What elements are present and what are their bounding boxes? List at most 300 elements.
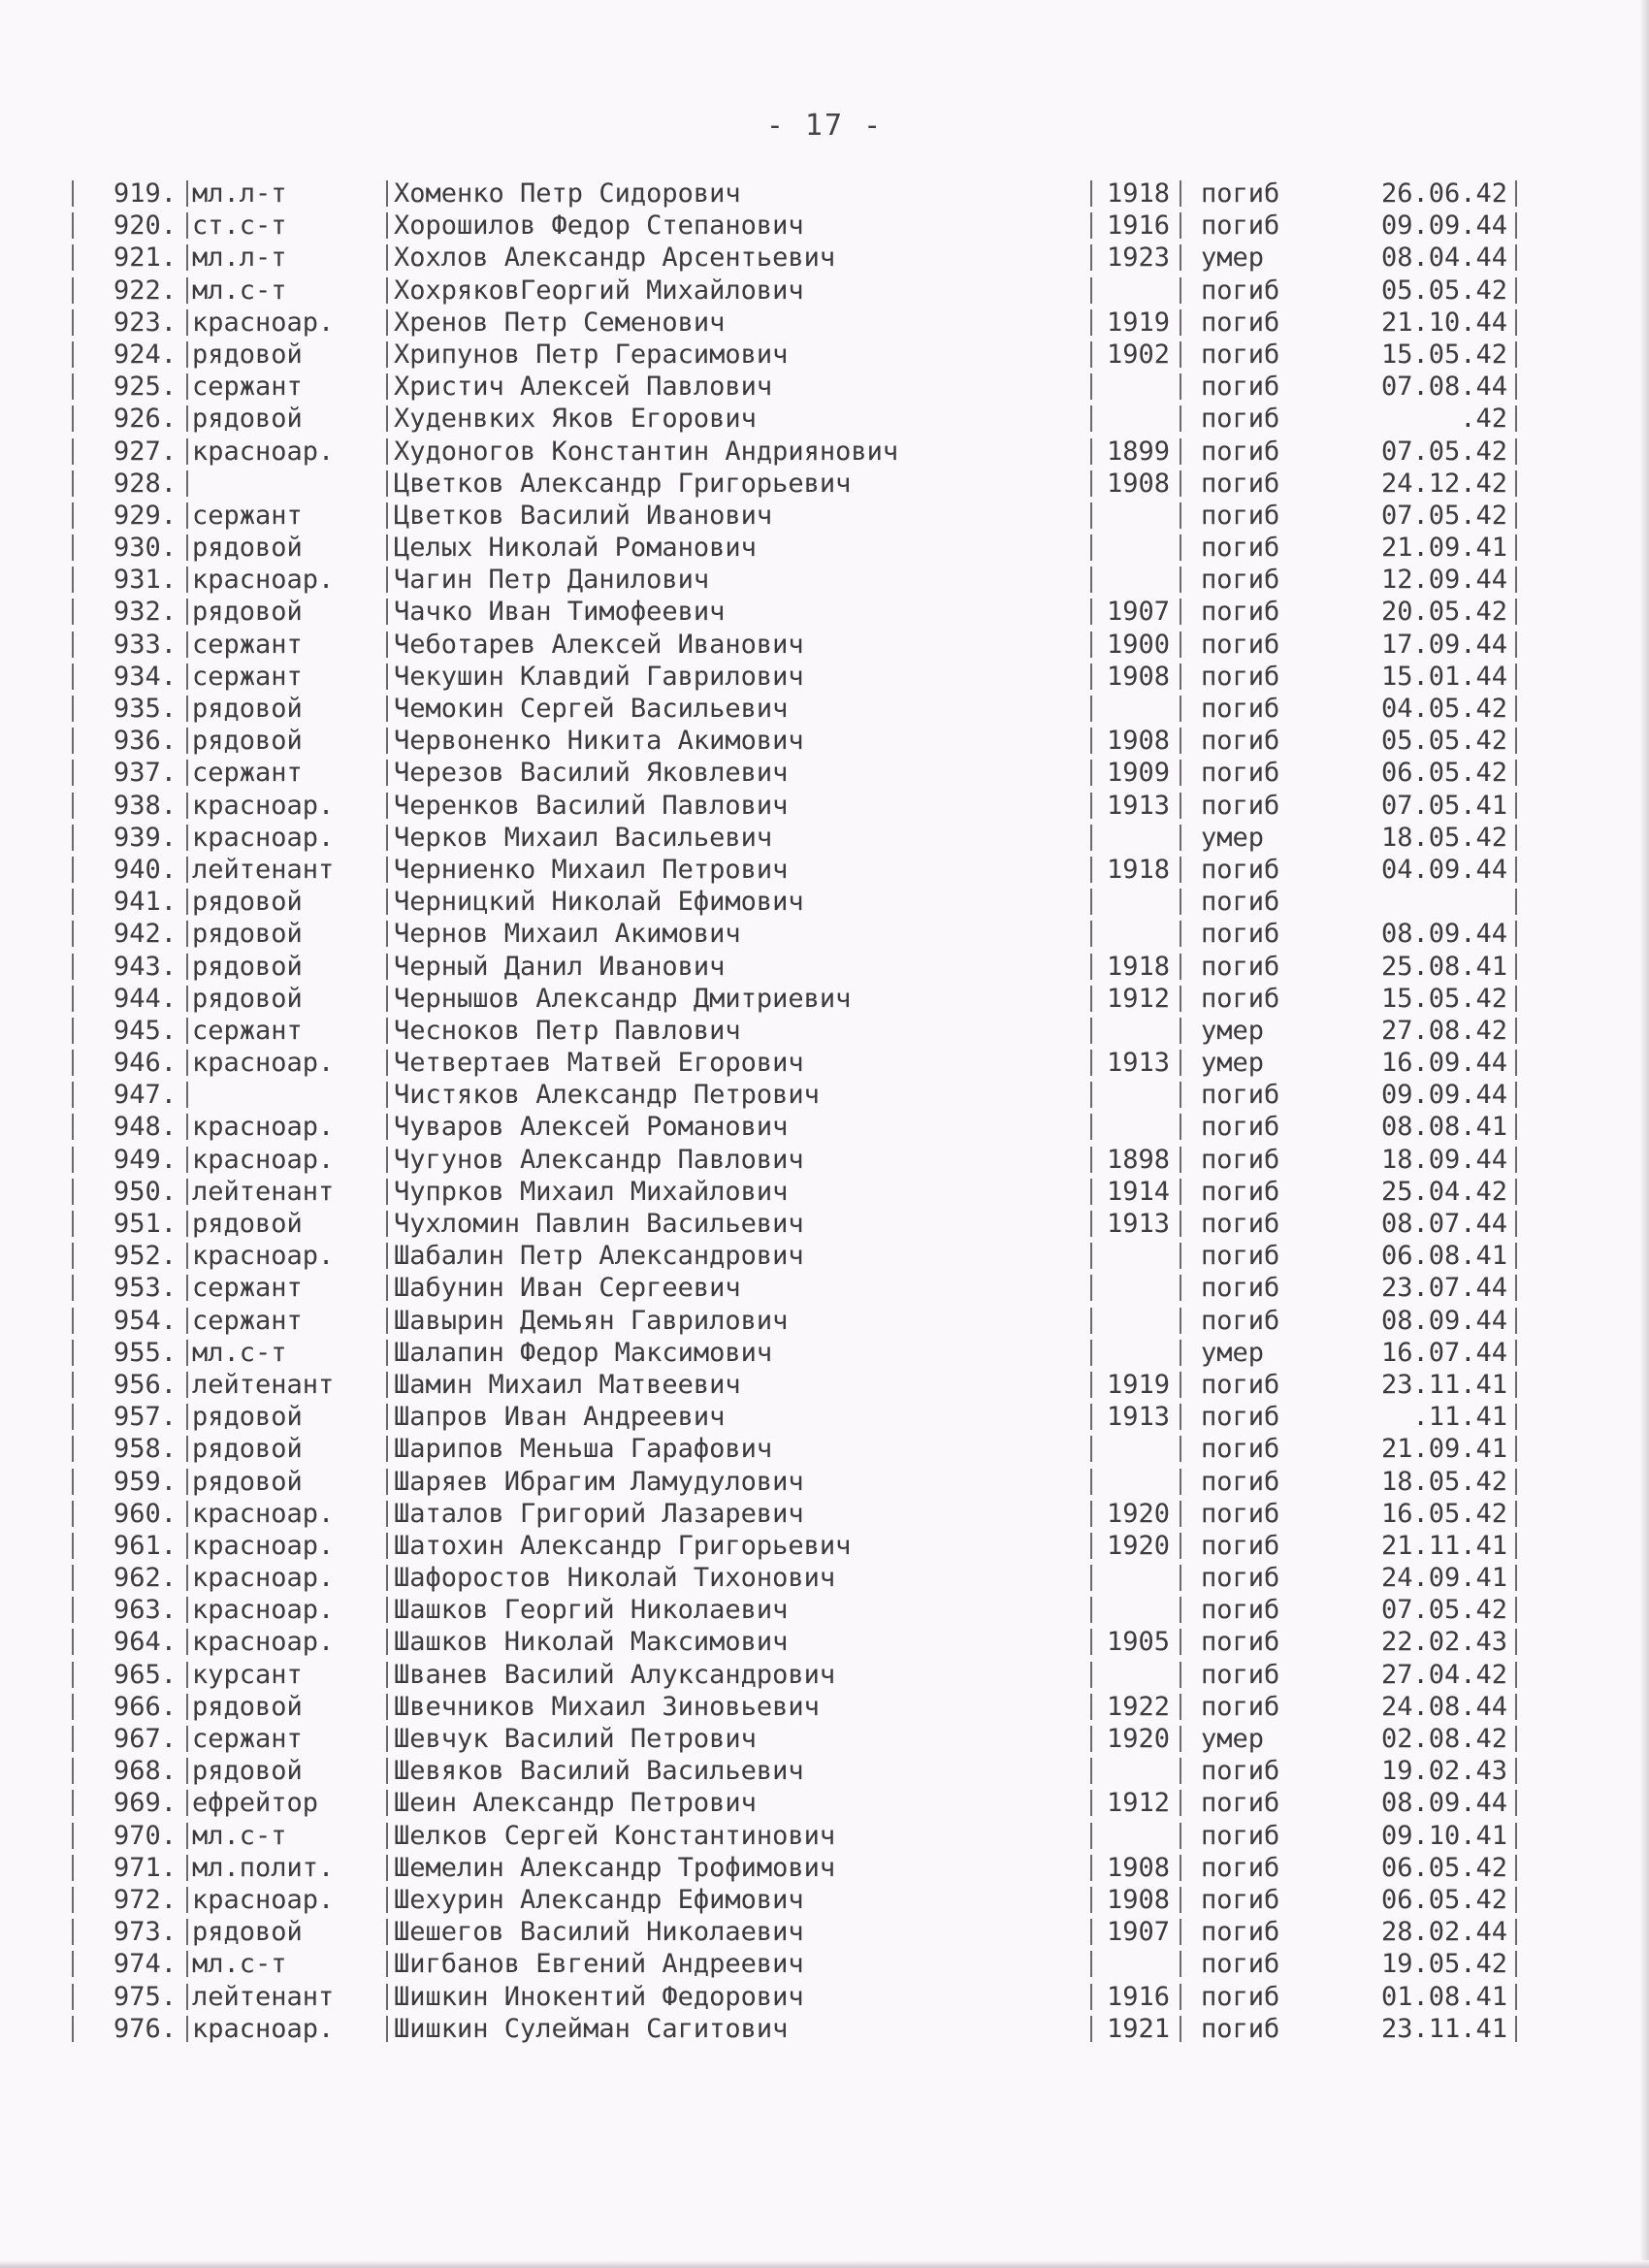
- column-separator: [1180, 1469, 1181, 1495]
- list-row: [68, 1691, 1533, 1723]
- row-number: 943.: [113, 951, 177, 982]
- row-name: Шигбанов Евгений Андреевич: [394, 1949, 804, 1980]
- column-separator: [1515, 1855, 1517, 1881]
- row-number: 923.: [113, 307, 177, 338]
- column-separator: [1515, 1629, 1517, 1655]
- row-date: 27.08.42: [1380, 1015, 1507, 1046]
- row-rank: красноар.: [192, 565, 335, 596]
- list-row: [68, 1981, 1533, 2013]
- row-rank: рядовой: [192, 1434, 303, 1465]
- column-separator: [1515, 1694, 1517, 1720]
- list-row: [68, 1659, 1533, 1691]
- row-name: Худоногов Константин Андриянович: [394, 436, 899, 467]
- row-status: погиб: [1201, 339, 1280, 370]
- row-date: 12.09.44: [1380, 565, 1507, 596]
- column-separator: [1515, 1082, 1517, 1108]
- row-number: 962.: [113, 1563, 177, 1594]
- column-separator: [1180, 696, 1181, 722]
- row-date: 21.11.41: [1380, 1530, 1507, 1561]
- column-separator: [186, 1855, 188, 1881]
- list-row: [68, 1562, 1533, 1594]
- column-separator: [186, 921, 188, 947]
- row-rank: красноар.: [192, 1241, 335, 1272]
- row-name: Шатохин Александр Григорьевич: [394, 1530, 852, 1561]
- column-separator: [1180, 921, 1181, 947]
- row-name: Чачко Иван Тимофеевич: [394, 597, 726, 628]
- row-number: 938.: [113, 790, 177, 821]
- row-status: погиб: [1201, 1530, 1280, 1561]
- column-separator: [186, 1404, 188, 1430]
- column-separator: [1180, 793, 1181, 819]
- row-date: 17.09.44: [1380, 629, 1507, 660]
- row-birth-year: 1916: [1106, 1981, 1170, 2012]
- row-name: Худенвких Яков Егорович: [394, 404, 757, 435]
- list-row: [68, 918, 1533, 950]
- row-status: погиб: [1201, 1080, 1280, 1111]
- row-number: 929.: [113, 500, 177, 531]
- column-separator: [186, 470, 188, 497]
- row-rank: мл.с-т: [192, 1820, 287, 1851]
- row-name: Шеин Александр Петрович: [394, 1788, 757, 1819]
- row-birth-year: 1909: [1106, 758, 1170, 789]
- row-number: 970.: [113, 1820, 177, 1851]
- row-name: Чупрков Михаил Михайлович: [394, 1176, 789, 1207]
- column-separator: [186, 696, 188, 722]
- column-separator: [1180, 567, 1181, 593]
- column-separator: [186, 1629, 188, 1655]
- row-status: погиб: [1201, 1273, 1280, 1304]
- column-separator: [1515, 502, 1517, 529]
- row-status: погиб: [1201, 854, 1280, 885]
- column-separator: [186, 180, 188, 207]
- column-separator: [1180, 1243, 1181, 1269]
- row-number: 927.: [113, 436, 177, 467]
- column-separator: [1515, 212, 1517, 239]
- row-rank: рядовой: [192, 951, 303, 982]
- row-date: 06.05.42: [1380, 758, 1507, 789]
- page-number: - 17 -: [765, 109, 884, 143]
- row-number: 930.: [113, 533, 177, 564]
- row-number: 967.: [113, 1724, 177, 1754]
- column-separator: [1515, 1050, 1517, 1076]
- row-rank: рядовой: [192, 533, 303, 564]
- row-rank: рядовой: [192, 694, 303, 724]
- row-birth-year: 1913: [1106, 1402, 1170, 1433]
- list-row: [68, 790, 1533, 822]
- row-birth-year: 1908: [1106, 468, 1170, 499]
- row-date: 15.05.42: [1380, 983, 1507, 1014]
- row-status: погиб: [1201, 1112, 1280, 1143]
- list-row: [68, 1305, 1533, 1337]
- row-name: Шабалин Петр Александрович: [394, 1241, 804, 1272]
- row-name: Шешегов Василий Николаевич: [394, 1917, 804, 1948]
- row-status: погиб: [1201, 500, 1280, 531]
- row-number: 936.: [113, 726, 177, 757]
- row-name: Шехурин Александр Ефимович: [394, 1884, 804, 1915]
- column-separator: [1180, 309, 1181, 336]
- row-rank: рядовой: [192, 1756, 303, 1787]
- row-date: .11.41: [1412, 1402, 1507, 1433]
- column-separator: [1515, 632, 1517, 658]
- row-rank: красноар.: [192, 1563, 335, 1594]
- row-rank: лейтенант: [192, 1369, 335, 1400]
- row-status: погиб: [1201, 1627, 1280, 1658]
- row-rank: красноар.: [192, 1627, 335, 1658]
- row-date: 23.11.41: [1380, 1369, 1507, 1400]
- list-row: [68, 1723, 1533, 1755]
- column-separator: [1515, 1662, 1517, 1688]
- column-separator: [1180, 470, 1181, 497]
- column-separator: [1515, 309, 1517, 336]
- column-separator: [1515, 1469, 1517, 1495]
- list-row: [68, 1369, 1533, 1401]
- column-separator: [186, 405, 188, 432]
- column-separator: [1515, 986, 1517, 1012]
- column-separator: [1180, 1114, 1181, 1140]
- row-status: погиб: [1201, 533, 1280, 564]
- row-status: погиб: [1201, 1756, 1280, 1787]
- column-separator: [1515, 728, 1517, 754]
- row-rank: красноар.: [192, 822, 335, 853]
- row-date: 24.12.42: [1380, 468, 1507, 499]
- row-status: погиб: [1201, 1852, 1280, 1883]
- list-row: [68, 596, 1533, 628]
- column-separator: [1180, 1050, 1181, 1076]
- row-number: 950.: [113, 1176, 177, 1207]
- column-separator: [186, 825, 188, 851]
- row-number: 945.: [113, 1015, 177, 1046]
- row-status: погиб: [1201, 1949, 1280, 1980]
- row-number: 961.: [113, 1530, 177, 1561]
- row-date: 08.09.44: [1380, 919, 1507, 950]
- row-rank: красноар.: [192, 790, 335, 821]
- row-rank: красноар.: [192, 1112, 335, 1143]
- row-name: Шаталов Григорий Лазаревич: [394, 1498, 804, 1529]
- row-name: Шамин Михаил Матвеевич: [394, 1369, 741, 1400]
- column-separator: [186, 1887, 188, 1913]
- row-date: 08.09.44: [1380, 1788, 1507, 1819]
- column-separator: [1515, 1887, 1517, 1913]
- row-date: 18.09.44: [1380, 1144, 1507, 1175]
- column-separator: [186, 1533, 188, 1559]
- row-number: 922.: [113, 275, 177, 306]
- column-separator: [186, 1951, 188, 1977]
- column-separator: [1180, 1308, 1181, 1334]
- row-number: 935.: [113, 694, 177, 724]
- row-number: 963.: [113, 1595, 177, 1626]
- row-rank: лейтенант: [192, 1981, 335, 2012]
- row-rank: красноар.: [192, 1884, 335, 1915]
- row-status: умер: [1201, 1048, 1265, 1079]
- row-status: умер: [1201, 1337, 1265, 1368]
- row-birth-year: 1918: [1106, 854, 1170, 885]
- row-rank: сержант: [192, 372, 303, 403]
- column-separator: [1180, 1790, 1181, 1816]
- list-row: [68, 951, 1533, 983]
- row-rank: курсант: [192, 1659, 303, 1690]
- row-status: погиб: [1201, 694, 1280, 724]
- row-status: погиб: [1201, 1563, 1280, 1594]
- casualty-list: [68, 178, 1533, 2045]
- column-separator: [1515, 1372, 1517, 1398]
- column-separator: [186, 1597, 188, 1623]
- row-date: 06.05.42: [1380, 1852, 1507, 1883]
- column-separator: [1180, 1533, 1181, 1559]
- row-number: 953.: [113, 1273, 177, 1304]
- column-separator: [1515, 244, 1517, 271]
- list-row: [68, 1272, 1533, 1304]
- row-number: 973.: [113, 1917, 177, 1948]
- column-separator: [1515, 760, 1517, 786]
- column-separator: [186, 1694, 188, 1720]
- row-status: погиб: [1201, 565, 1280, 596]
- row-name: Христич Алексей Павлович: [394, 372, 773, 403]
- row-date: 07.05.42: [1380, 1595, 1507, 1626]
- column-separator: [186, 1211, 188, 1237]
- row-name: Шашков Николай Максимович: [394, 1627, 789, 1658]
- row-status: умер: [1201, 1015, 1265, 1046]
- column-separator: [1515, 664, 1517, 690]
- list-row: [68, 1916, 1533, 1948]
- list-row: [68, 1498, 1533, 1530]
- row-name: Чугунов Александр Павлович: [394, 1144, 804, 1175]
- row-birth-year: 1907: [1106, 1917, 1170, 1948]
- column-separator: [186, 1790, 188, 1816]
- row-birth-year: 1913: [1106, 1209, 1170, 1239]
- list-row: [68, 854, 1533, 886]
- list-row: [68, 725, 1533, 757]
- column-separator: [1515, 1211, 1517, 1237]
- list-row: [68, 1015, 1533, 1047]
- row-date: 20.05.42: [1380, 597, 1507, 628]
- column-separator: [186, 1243, 188, 1269]
- row-rank: сержант: [192, 1724, 303, 1754]
- row-rank: красноар.: [192, 1498, 335, 1529]
- row-number: 976.: [113, 2013, 177, 2044]
- column-separator: [186, 599, 188, 625]
- column-separator: [1180, 1662, 1181, 1688]
- list-row: [68, 532, 1533, 564]
- column-separator: [1180, 535, 1181, 561]
- row-name: Шишкин Сулейман Сагитович: [394, 2013, 789, 2044]
- column-separator: [186, 954, 188, 980]
- row-rank: рядовой: [192, 1402, 303, 1433]
- row-number: 937.: [113, 758, 177, 789]
- row-rank: рядовой: [192, 1917, 303, 1948]
- row-number: 958.: [113, 1434, 177, 1465]
- row-date: 18.05.42: [1380, 822, 1507, 853]
- column-separator: [186, 1340, 188, 1366]
- list-row: [68, 564, 1533, 596]
- column-separator: [1515, 2016, 1517, 2042]
- column-separator: [1180, 2016, 1181, 2042]
- list-row: [68, 1144, 1533, 1176]
- row-name: Хоменко Петр Сидорович: [394, 178, 741, 209]
- row-status: погиб: [1201, 178, 1280, 209]
- column-separator: [1515, 1984, 1517, 2010]
- column-separator: [1180, 1404, 1181, 1430]
- column-separator: [1180, 1501, 1181, 1527]
- list-row: [68, 1176, 1533, 1208]
- column-separator: [186, 244, 188, 271]
- row-rank: сержант: [192, 629, 303, 660]
- row-status: погиб: [1201, 1466, 1280, 1497]
- row-number: 951.: [113, 1209, 177, 1239]
- row-rank: лейтенант: [192, 1176, 335, 1207]
- row-birth-year: 1912: [1106, 983, 1170, 1014]
- row-number: 942.: [113, 919, 177, 950]
- list-row: [68, 1401, 1533, 1433]
- row-date: 25.04.42: [1380, 1176, 1507, 1207]
- column-separator: [1515, 1790, 1517, 1816]
- row-number: 964.: [113, 1627, 177, 1658]
- row-date: 07.05.41: [1380, 790, 1507, 821]
- row-rank: сержант: [192, 1273, 303, 1304]
- row-date: 24.08.44: [1380, 1691, 1507, 1722]
- column-separator: [1180, 1629, 1181, 1655]
- list-row: [68, 1337, 1533, 1369]
- row-name: Хохлов Александр Арсентьевич: [394, 243, 836, 274]
- column-separator: [1515, 1758, 1517, 1784]
- column-separator: [186, 212, 188, 239]
- row-name: ХохряковГеоргий Михайлович: [394, 275, 804, 306]
- column-separator: [1180, 1436, 1181, 1462]
- column-separator: [186, 1275, 188, 1301]
- row-date: .42: [1460, 404, 1507, 435]
- list-row: [68, 1852, 1533, 1884]
- row-name: Шишкин Инокентий Федорович: [394, 1981, 804, 2012]
- column-separator: [1515, 1436, 1517, 1462]
- row-number: 952.: [113, 1241, 177, 1272]
- row-date: 27.04.42: [1380, 1659, 1507, 1690]
- column-separator: [186, 1308, 188, 1334]
- row-rank: мл.с-т: [192, 1337, 287, 1368]
- column-separator: [1515, 793, 1517, 819]
- row-number: 926.: [113, 404, 177, 435]
- list-row: [68, 886, 1533, 918]
- row-status: погиб: [1201, 597, 1280, 628]
- column-separator: [1515, 405, 1517, 432]
- row-status: погиб: [1201, 1691, 1280, 1722]
- column-separator: [1515, 1597, 1517, 1623]
- row-name: Цветков Василий Иванович: [394, 500, 773, 531]
- row-date: 23.07.44: [1380, 1273, 1507, 1304]
- column-separator: [1180, 1726, 1181, 1752]
- row-date: 05.05.42: [1380, 275, 1507, 306]
- column-separator: [1515, 1565, 1517, 1591]
- column-separator: [1180, 1372, 1181, 1398]
- column-separator: [186, 438, 188, 465]
- row-name: Шафоростов Николай Тихонович: [394, 1563, 836, 1594]
- row-number: 933.: [113, 629, 177, 660]
- row-number: 946.: [113, 1048, 177, 1079]
- list-row: [68, 1466, 1533, 1498]
- row-number: 939.: [113, 822, 177, 853]
- column-separator: [186, 502, 188, 529]
- row-status: погиб: [1201, 468, 1280, 499]
- row-name: Чуваров Алексей Романович: [394, 1112, 789, 1143]
- row-status: погиб: [1201, 661, 1280, 692]
- row-number: 947.: [113, 1080, 177, 1111]
- column-separator: [1180, 1565, 1181, 1591]
- list-row: [68, 403, 1533, 435]
- row-status: погиб: [1201, 211, 1280, 242]
- row-number: 925.: [113, 372, 177, 403]
- row-birth-year: 1913: [1106, 790, 1170, 821]
- column-separator: [1180, 1340, 1181, 1366]
- column-separator: [186, 1179, 188, 1205]
- row-number: 921.: [113, 243, 177, 274]
- row-number: 940.: [113, 854, 177, 885]
- row-name: Червоненко Никита Акимович: [394, 726, 804, 757]
- list-row: [68, 468, 1533, 500]
- row-date: 21.09.41: [1380, 533, 1507, 564]
- column-separator: [186, 1565, 188, 1591]
- row-birth-year: 1900: [1106, 629, 1170, 660]
- column-separator: [1515, 1726, 1517, 1752]
- row-birth-year: 1905: [1106, 1627, 1170, 1658]
- row-date: 07.05.42: [1380, 436, 1507, 467]
- row-name: Черенков Василий Павлович: [394, 790, 789, 821]
- row-birth-year: 1919: [1106, 1369, 1170, 1400]
- row-number: 934.: [113, 661, 177, 692]
- column-separator: [1515, 696, 1517, 722]
- row-name: Шарипов Меньша Гарафович: [394, 1434, 773, 1465]
- column-separator: [1515, 1308, 1517, 1334]
- column-separator: [1180, 889, 1181, 915]
- row-name: Целых Николай Романович: [394, 533, 757, 564]
- row-rank: красноар.: [192, 1144, 335, 1175]
- column-separator: [186, 373, 188, 400]
- row-number: 944.: [113, 983, 177, 1014]
- list-row: [68, 1433, 1533, 1465]
- row-number: 956.: [113, 1369, 177, 1400]
- row-birth-year: 1916: [1106, 211, 1170, 242]
- row-status: погиб: [1201, 1402, 1280, 1433]
- column-separator: [1180, 1082, 1181, 1108]
- column-separator: [1180, 502, 1181, 529]
- column-separator: [186, 1018, 188, 1044]
- column-separator: [1515, 567, 1517, 593]
- row-rank: лейтенант: [192, 854, 335, 885]
- row-name: Шелков Сергей Константинович: [394, 1820, 836, 1851]
- row-birth-year: 1898: [1106, 1144, 1170, 1175]
- row-status: умер: [1201, 243, 1265, 274]
- column-separator: [1180, 760, 1181, 786]
- column-separator: [1515, 470, 1517, 497]
- column-separator: [1180, 664, 1181, 690]
- row-status: погиб: [1201, 790, 1280, 821]
- column-separator: [1515, 1243, 1517, 1269]
- column-separator: [1180, 825, 1181, 851]
- row-rank: рядовой: [192, 597, 303, 628]
- row-rank: сержант: [192, 661, 303, 692]
- row-number: 932.: [113, 597, 177, 628]
- row-status: погиб: [1201, 887, 1280, 918]
- row-date: 24.09.41: [1380, 1563, 1507, 1594]
- row-number: 919.: [113, 178, 177, 209]
- list-row: [68, 629, 1533, 661]
- row-number: 955.: [113, 1337, 177, 1368]
- column-separator: [186, 1372, 188, 1398]
- row-date: 02.08.42: [1380, 1724, 1507, 1754]
- row-number: 931.: [113, 565, 177, 596]
- row-birth-year: 1907: [1106, 597, 1170, 628]
- row-name: Хорошилов Федор Степанович: [394, 211, 804, 242]
- row-birth-year: 1902: [1106, 339, 1170, 370]
- row-name: Чемокин Сергей Васильевич: [394, 694, 789, 724]
- row-status: погиб: [1201, 1788, 1280, 1819]
